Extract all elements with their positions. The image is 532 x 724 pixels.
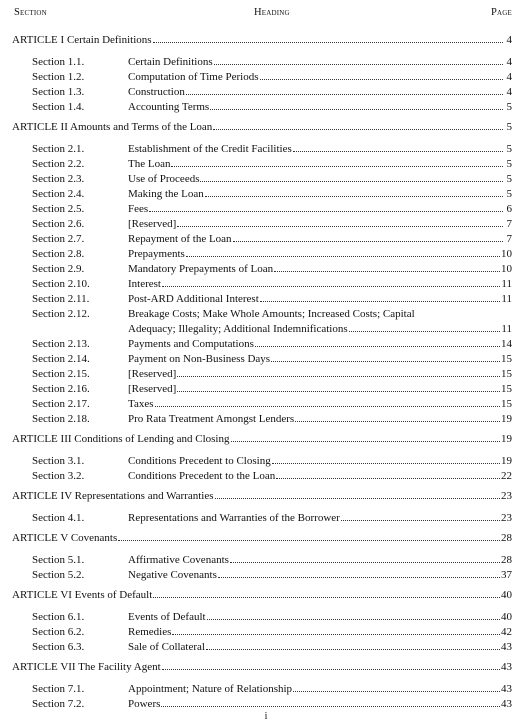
section-page-number: 23 [501,512,512,524]
dot-leader [231,441,501,442]
section-title: Repayment of the Loan [128,233,232,245]
section-title: Conditions Precedent to the Loan [128,470,276,482]
toc-section-entry[interactable] [32,307,512,337]
toc-section-entry[interactable] [32,202,512,217]
section-title: Conditions Precedent to Closing [128,455,271,467]
dot-leader [200,181,503,182]
section-title: Certain Definitions [128,56,213,68]
toc-section-entry[interactable] [32,511,512,526]
article-title: ARTICLE VI Events of Default [12,589,153,601]
toc-section-entry[interactable] [32,469,512,484]
section-title: Establishment of the Credit Facilities [128,143,292,155]
dot-leader [255,346,500,347]
section-page-number: 5 [506,173,512,185]
section-number: Section 1.2. [32,71,85,83]
section-title: Events of Default [128,611,206,623]
section-page-number: 19 [501,413,512,425]
section-page-number: 15 [501,398,512,410]
dot-leader [186,256,500,257]
section-number: Section 2.7. [32,233,85,245]
section-number: Section 2.15. [32,368,90,380]
toc-section-entry[interactable] [32,232,512,247]
section-title: Making the Loan [128,188,204,200]
section-number: Section 2.9. [32,263,85,275]
section-page-number: 15 [501,383,512,395]
article-page-number: 43 [501,661,512,673]
section-title-continuation: Adequacy; Illegality; Additional Indemnifications [128,323,348,335]
section-page-number: 5 [506,101,512,113]
section-page-number: 4 [506,86,512,98]
section-page-number: 22 [501,470,512,482]
article-section-list [0,55,532,115]
toc-section-entry[interactable] [32,397,512,412]
dot-leader [206,649,500,650]
toc-section-entry[interactable] [32,553,512,568]
dot-leader [177,376,500,377]
article-section-list [0,511,532,526]
article-page-number: 5 [506,121,512,133]
section-page-number: 42 [501,626,512,638]
section-page-number: 11 [501,323,512,335]
article-section-list [0,682,532,712]
dot-leader [153,42,503,43]
toc-section-entry[interactable] [32,454,512,469]
section-page-number: 11 [501,278,512,290]
section-title: Mandatory Prepayments of Loan [128,263,274,275]
toc-section-entry[interactable] [32,85,512,100]
section-title: Breakage Costs; Make Whole Amounts; Increased Costs; Capital [128,308,415,320]
section-title-continuation-line [128,322,512,337]
toc-section-entry[interactable] [32,70,512,85]
article-title: ARTICLE IV Representations and Warranties [12,490,214,502]
dot-leader [293,691,500,692]
dot-leader [155,406,501,407]
toc-section-entry[interactable] [32,625,512,640]
dot-leader [149,211,503,212]
dot-leader [186,94,503,95]
article-page-number: 4 [506,34,512,46]
section-page-number: 5 [506,188,512,200]
section-title: Powers [128,698,161,710]
article-title: ARTICLE I Certain Definitions [12,34,152,46]
dot-leader [161,706,500,707]
article-section-list [0,553,532,583]
dot-leader [293,151,503,152]
toc-article-entry[interactable] [12,660,512,675]
toc-section-entry[interactable] [32,568,512,583]
section-title: The Loan [128,158,171,170]
section-title: [Reserved] [128,218,177,230]
section-title: Taxes [128,398,154,410]
article-page-number: 40 [501,589,512,601]
section-page-number: 10 [501,263,512,275]
section-page-number: 11 [501,293,512,305]
dot-leader [260,301,501,302]
dot-leader [260,79,504,80]
section-page-number: 7 [506,233,512,245]
section-page-number: 6 [506,203,512,215]
section-title: [Reserved] [128,368,177,380]
dot-leader [207,619,500,620]
dot-leader [218,577,500,578]
section-number: Section 2.17. [32,398,90,410]
toc-section-entry[interactable] [32,157,512,172]
section-number: Section 4.1. [32,512,85,524]
toc-section-entry[interactable] [32,610,512,625]
page-number-footer: i [264,711,268,722]
dot-leader [162,286,500,287]
article-section-list [0,142,532,427]
toc-section-entry[interactable] [32,292,512,307]
dot-leader [230,562,500,563]
section-number: Section 3.1. [32,455,85,467]
article-section-list [0,610,532,655]
article-title: ARTICLE II Amounts and Terms of the Loan [12,121,213,133]
section-page-number: 28 [501,554,512,566]
toc-section-entry[interactable] [32,142,512,157]
section-page-number: 15 [501,353,512,365]
dot-leader [210,109,503,110]
section-title: Computation of Time Periods [128,71,259,83]
dot-leader [271,361,500,362]
table-of-contents [0,33,532,712]
section-number: Section 2.3. [32,173,85,185]
article-title: ARTICLE V Covenants [12,532,118,544]
section-title: Affirmative Covenants [128,554,229,566]
toc-section-entry[interactable] [32,55,512,70]
dot-leader [295,421,500,422]
section-title: Payments and Computations [128,338,254,350]
section-title: Prepayments [128,248,185,260]
dot-leader [162,669,500,670]
dot-leader [341,520,500,521]
section-number: Section 2.10. [32,278,90,290]
dot-leader [213,129,503,130]
section-title: Fees [128,203,149,215]
toc-section-entry[interactable] [32,262,512,277]
toc-section-entry[interactable] [32,172,512,187]
page-column-label: Page [490,7,512,18]
section-title: Representations and Warranties of the Borrower [128,512,340,524]
dot-leader [171,166,503,167]
dot-leader [215,498,501,499]
section-number: Section 7.2. [32,698,85,710]
section-page-number: 43 [501,698,512,710]
dot-leader [172,634,500,635]
toc-section-entry[interactable] [32,352,512,367]
section-number: Section 2.6. [32,218,85,230]
toc-section-entry[interactable] [32,100,512,115]
toc-section-entry[interactable] [32,217,512,232]
section-number: Section 5.2. [32,569,85,581]
article-page-number: 23 [501,490,512,502]
toc-section-entry[interactable] [32,247,512,262]
toc-section-entry[interactable] [32,682,512,697]
section-number: Section 2.1. [32,143,85,155]
section-number: Section 2.13. [32,338,90,350]
section-page-number: 10 [501,248,512,260]
section-page-number: 43 [501,641,512,653]
section-number: Section 5.1. [32,554,85,566]
toc-section-entry[interactable] [32,187,512,202]
section-title: Remedies [128,626,172,638]
section-number: Section 6.1. [32,611,85,623]
dot-leader [177,226,503,227]
section-number: Section 2.8. [32,248,85,260]
section-number: Section 2.16. [32,383,90,395]
dot-leader [177,391,500,392]
section-page-number: 5 [506,143,512,155]
dot-leader [272,463,500,464]
dot-leader [276,478,500,479]
section-column-label: Section [14,7,47,18]
toc-article-entry[interactable] [12,120,512,135]
dot-leader [274,271,500,272]
section-title: Post-ARD Additional Interest [128,293,259,305]
section-number: Section 1.1. [32,56,85,68]
toc-article-entry[interactable] [12,432,512,447]
dot-leader [349,331,501,332]
section-title: Accounting Terms [128,101,210,113]
dot-leader [205,196,503,197]
section-page-number: 5 [506,158,512,170]
section-number: Section 2.18. [32,413,90,425]
section-number: Section 1.4. [32,101,85,113]
section-page-number: 7 [506,218,512,230]
section-page-number: 4 [506,56,512,68]
section-number: Section 2.14. [32,353,90,365]
section-title: Pro Rata Treatment Amongst Lenders [128,413,295,425]
section-title: Interest [128,278,161,290]
toc-section-entry[interactable] [32,382,512,397]
section-title-block [128,307,512,337]
section-page-number: 43 [501,683,512,695]
article-page-number: 19 [501,433,512,445]
article-section-list [0,454,532,484]
section-title: Sale of Collateral [128,641,205,653]
section-title: Use of Proceeds [128,173,200,185]
toc-section-entry[interactable] [32,277,512,292]
section-number: Section 7.1. [32,683,85,695]
toc-article-entry[interactable] [12,531,512,546]
section-title: Appointment; Nature of Relationship [128,683,293,695]
toc-article-entry[interactable] [12,489,512,504]
article-title: ARTICLE VII The Facility Agent [12,661,161,673]
section-page-number: 15 [501,368,512,380]
section-page-number: 14 [501,338,512,350]
toc-section-entry[interactable] [32,697,512,712]
section-page-number: 19 [501,455,512,467]
section-number: Section 2.11. [32,293,90,305]
section-page-number: 40 [501,611,512,623]
section-page-number: 37 [501,569,512,581]
toc-article-entry[interactable] [12,588,512,603]
toc-section-entry[interactable] [32,367,512,382]
toc-section-entry[interactable] [32,640,512,655]
dot-leader [214,64,503,65]
section-number: Section 6.2. [32,626,85,638]
section-page-number: 4 [506,71,512,83]
heading-column-label: Heading [254,7,290,18]
section-number: Section 2.4. [32,188,85,200]
dot-leader [118,540,500,541]
article-title: ARTICLE III Conditions of Lending and Closing [12,433,230,445]
section-title: [Reserved] [128,383,177,395]
section-title: Negative Covenants [128,569,217,581]
dot-leader [233,241,503,242]
section-number: Section 2.12. [32,308,90,320]
section-number: Section 1.3. [32,86,85,98]
section-number: Section 2.2. [32,158,85,170]
article-page-number: 28 [501,532,512,544]
section-number: Section 3.2. [32,470,85,482]
section-title: Payment on Non-Business Days [128,353,271,365]
dot-leader [153,597,500,598]
toc-section-entry[interactable] [32,412,512,427]
toc-article-entry[interactable] [12,33,512,48]
section-number: Section 2.5. [32,203,85,215]
toc-section-entry[interactable] [32,337,512,352]
section-number: Section 6.3. [32,641,85,653]
section-title: Construction [128,86,185,98]
toc-column-header [14,7,512,21]
